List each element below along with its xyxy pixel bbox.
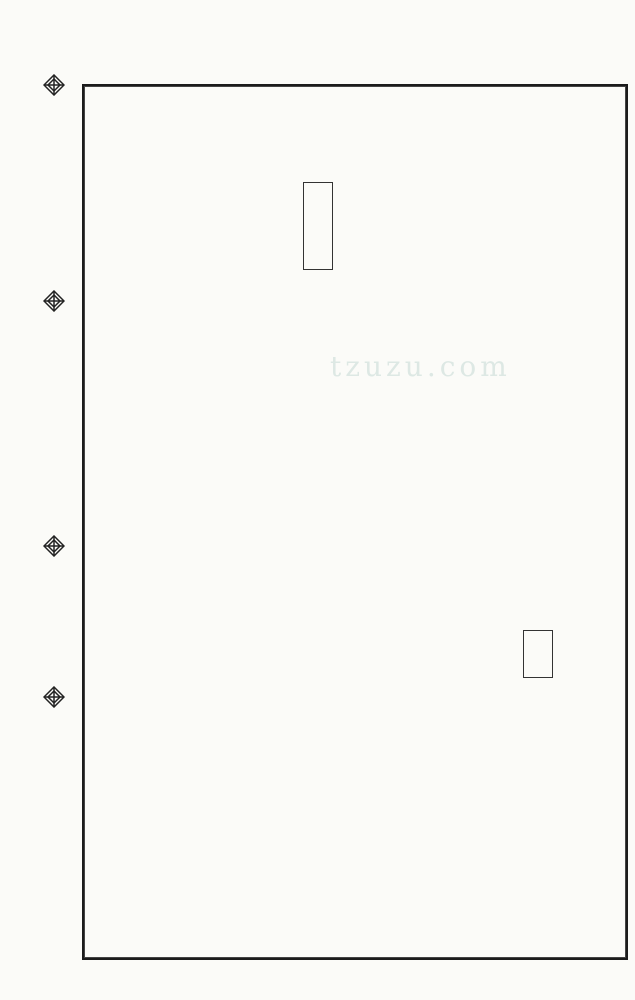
bottom-columns: [84, 462, 629, 932]
top-columns: [84, 94, 629, 514]
diamond-ornament-icon: [43, 686, 65, 708]
section-box-yuan: [523, 630, 553, 678]
diamond-ornament-icon: [43, 74, 65, 96]
section-box-liao-jin: [303, 182, 333, 270]
watermark: tzuzu.com: [330, 350, 511, 383]
